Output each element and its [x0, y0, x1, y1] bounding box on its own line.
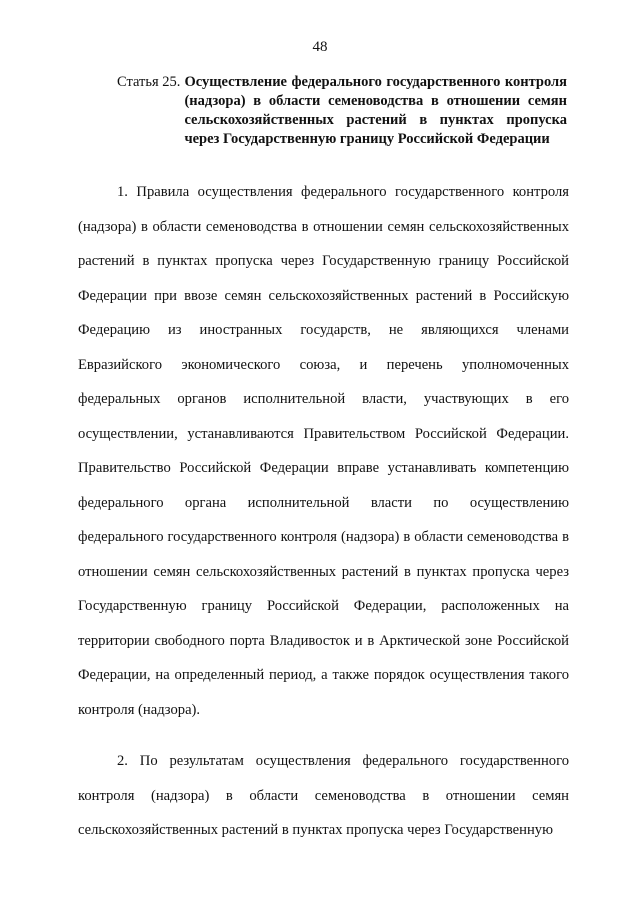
paragraph-2: 2. По результатам осуществления федерального государственного контроля (надзора) в области семеноводства в отношении семян сельскохозяйственных растений в пунктах пропуска через Государственную: [78, 753, 569, 838]
article-heading: [117, 73, 567, 149]
article-label: Статья 25.: [117, 74, 181, 90]
page-number: 48: [312, 39, 328, 55]
article-title: Осуществление федерального государственного контроля (надзора) в области семеноводства в отношении семян сельскохозяйственных растений в пунктах пропуска через Государственную границу Российской Федерации: [184, 74, 567, 147]
article-body: [78, 175, 569, 865]
paragraph-1: 1. Правила осуществления федерального государственного контроля (надзора) в области семеноводства в отношении семян сельскохозяйственных растений в пунктах пропуска через Государственную границу Российской Федерации при ввозе семян сельскохозяйственных растений в Российскую Федерацию из иностранных государств, не являющихся членами Евразийского экономического союза, и перечень уполномоченных федеральных органов исполнительной власти, участвующих в его осуществлении, устанавливаются Правительством Российской Федерации. Правительство Российской Федерации вправе устанавливать компетенцию федерального органа исполнительной власти по осуществлению федерального государственного контроля (надзора) в области семеноводства в отношении семян сельскохозяйственных растений в пунктах пропуска через Государственную границу Российской Федерации, расположенных на территории свободного порта Владивосток и в Арктической зоне Российской Федерации, на определенный период, а также порядок осуществления такого контроля (надзора).: [78, 184, 569, 718]
